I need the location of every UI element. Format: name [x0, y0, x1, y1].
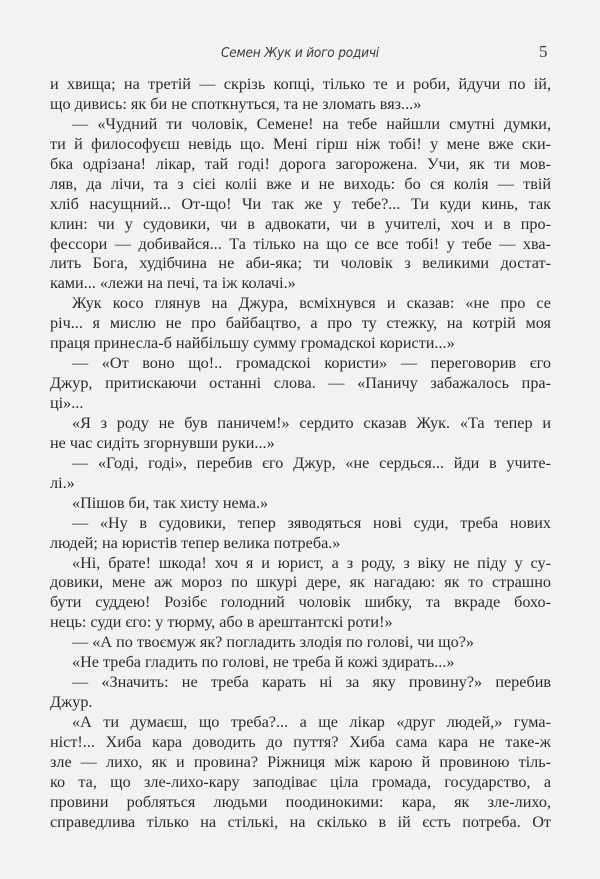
text-line: — «Годі, годі», перебив єго Джур, «не сердься... йди в учите-	[72, 453, 551, 472]
text-line: — «Значить: не треба карать ні за яку провину?» перебив	[72, 673, 551, 692]
text-line: справедлива тілько на стількі, на скілько в ій єсть потреба. От	[50, 812, 551, 831]
text-line: и хвища; на третій — скрізь копці, тілько те и роби, йдучи по ій,	[50, 75, 551, 93]
paragraph	[50, 115, 551, 294]
text-line: — «Чудний ти чоловік, Семене! на тебе найшли смутні думки,	[72, 114, 551, 133]
paragraph	[50, 454, 551, 494]
paragraph	[50, 354, 551, 414]
text-line: — «Ну в судовики, тепер зяводяться нові суди, треба нових	[72, 513, 551, 532]
text-line: провини робляться людьми поодинокими: кара, як зле-лихо,	[50, 792, 551, 811]
paragraph	[50, 414, 551, 454]
running-head-title: Семен Жук и його родичі	[221, 45, 379, 61]
text-line: довики, мене аж мороз по шкурі дере, як нагадаю: як то страшно	[50, 573, 551, 592]
text-line: клин: чи у судовики, чи в адвокати, чи в учителі, хоч и в про-	[50, 214, 551, 233]
text-line: ко та, що зле-лихо-кару заподіває ціла громада, государство, а	[50, 772, 551, 791]
paragraph	[50, 673, 551, 713]
paragraph	[50, 294, 551, 354]
text-line: — «От воно що!.. громадскоі користи» — переговорив єго	[72, 354, 551, 373]
text-line: ками... «лежи на печі, та іж колачі.»	[50, 274, 296, 293]
text-line: ти й философуєш невідь що. Мені гірш ніж тобі! у мене вже ски-	[50, 134, 551, 153]
text-line: «А ти думаєш, що треба?... а ще лікар «друг людей,» гума-	[72, 713, 551, 731]
text-line: річ... я мислю не про байбацтво, а про ту стежку, на котрій моя	[50, 314, 551, 333]
paragraph	[50, 494, 551, 514]
text-line: Джур, притискаючи останні слова. — «Паничу забажалось пра-	[50, 374, 551, 393]
text-line: ці»...	[50, 394, 84, 412]
body-text	[50, 75, 551, 833]
text-line: людей; на юристів тепер велика потреба.»	[50, 533, 341, 552]
text-line: лі.»	[50, 473, 75, 492]
paragraph	[50, 653, 551, 673]
paragraph	[50, 713, 551, 833]
text-line: бка одрізана! лікар, тай годі! дорога загорожена. Учи, як ти мов-	[50, 154, 551, 173]
text-line: що дивись: як би не споткнуться, та не зломать вяз...»	[50, 94, 422, 113]
paragraph	[50, 633, 551, 653]
text-line: ляв, да лічи, та з сієі коліі вже и не виходь: бо ся колія — твій	[50, 174, 551, 193]
text-line: праця принесла-б найбільшу сумму громадскоі користи...»	[50, 334, 455, 353]
text-line: «Я з роду не був паничем!» сердито сказав Жук. «Та тепер и	[72, 413, 551, 432]
text-line: Джур.	[50, 693, 93, 712]
text-line: зле — лихо, як и провина? Ріжниця між карою й провиною тіль-	[50, 752, 551, 771]
paragraph	[50, 75, 551, 115]
text-line: — «А по твоємуж як? погладить злодія по голові, чи що?»	[72, 633, 474, 652]
paragraph	[50, 514, 551, 554]
text-line: нець: суди єго: у тюрму, або в арештантскі роти!»	[50, 613, 393, 632]
text-line: бути суддею! Розібє голодний чоловік шибку, та вкраде бохо-	[50, 593, 551, 612]
text-line: лить Бога, худібчина не аби-яка; ти чоловік з великими достат-	[50, 254, 551, 273]
text-line: «Пішов би, так хисту нема.»	[72, 493, 269, 512]
text-line: Жук косо глянув на Джура, всміхнувся и сказав: «не про се	[72, 294, 551, 313]
text-line: фессори — добивайся... Та тілько на що се все тобі! у тебе — хва-	[50, 234, 551, 253]
text-line: ніст!... Хиба кара доводить до пуття? Хиба сама кара не таке-ж	[50, 732, 551, 751]
text-line: «Ні, брате! шкода! хоч я и юрист, а з роду, з віку не піду у су-	[72, 553, 551, 572]
page-number: 5	[539, 42, 548, 61]
text-line: не час сидіть згорнувши руки...»	[50, 433, 275, 452]
paragraph	[50, 554, 551, 634]
text-line: «Не треба гладить по голові, не треба й кожі здирать...»	[72, 653, 455, 672]
text-line: хліб насущний... От-що! Чи так же у тебе?... Ти куди кинь, так	[50, 194, 551, 213]
